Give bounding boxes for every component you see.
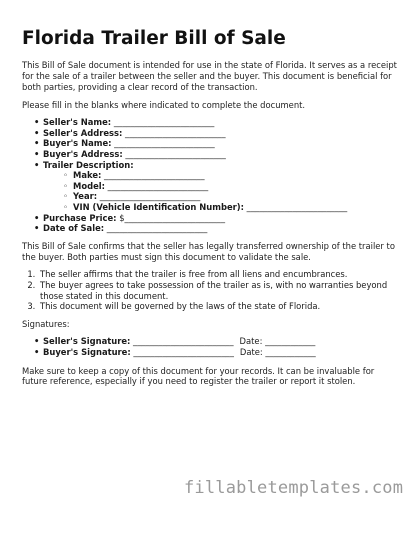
signature-blank[interactable]: ________________________ — [133, 336, 234, 347]
date-label: Date: — [239, 347, 263, 358]
trailer-description-item — [34, 160, 402, 213]
purchase-price-field[interactable] — [34, 213, 402, 224]
date-label: Date: — [239, 336, 263, 347]
make-field[interactable] — [63, 170, 402, 181]
field-label: Year: — [73, 191, 98, 202]
field-blank[interactable]: ________________________ — [125, 127, 226, 138]
seller-address-field[interactable] — [34, 128, 402, 139]
signatures-heading: Signatures: — [22, 318, 70, 329]
field-label: Seller's Address: — [43, 127, 123, 138]
trailer-description-sublist — [63, 170, 402, 212]
terms-list — [38, 269, 402, 311]
field-blank[interactable]: ________________________ — [246, 201, 348, 212]
field-blank[interactable]: ________________________ — [113, 117, 215, 128]
model-field[interactable] — [63, 181, 402, 192]
confirmation-paragraph: This Bill of Sale confirms that the seller has legally transferred ownership of the trailer to the buyer. Both parties must sign this document to validate the sale. — [22, 240, 395, 262]
field-blank[interactable]: ________________________ — [107, 180, 209, 191]
watermark-logo: fillabletemplates.com — [184, 478, 404, 498]
year-field[interactable] — [63, 191, 402, 202]
buyer-name-field[interactable] — [34, 138, 402, 149]
date-blank[interactable]: ____________ — [265, 347, 316, 358]
term-item: 1. The seller affirms that the trailer is free from all liens and encumbrances. — [38, 269, 402, 280]
closing-paragraph: Make sure to keep a copy of this document for your records. It can be invaluable for future reference, especially if you need to register the trailer or report it stolen. — [22, 365, 375, 387]
signature-label: Buyer's Signature: — [43, 347, 131, 358]
field-blank[interactable]: ________________________ — [99, 191, 201, 202]
field-label: Model: — [73, 180, 105, 191]
vin-field[interactable] — [63, 202, 402, 213]
field-label: Trailer Description: — [43, 159, 134, 170]
field-blank[interactable]: ________________________ — [104, 170, 205, 181]
document-page — [22, 28, 402, 387]
field-label: Purchase Price: — [43, 212, 117, 223]
buyer-signature-line[interactable] — [34, 347, 402, 358]
document-title: Florida Trailer Bill of Sale — [22, 28, 286, 49]
seller-signature-line[interactable] — [34, 336, 402, 347]
signatures-list — [34, 336, 402, 357]
field-blank[interactable]: ________________________ — [125, 148, 226, 159]
term-item: 3. This document will be governed by the laws of the state of Florida. — [38, 301, 402, 312]
field-blank[interactable]: $________________________ — [119, 212, 226, 223]
field-label: Seller's Name: — [43, 117, 112, 128]
field-label: Date of Sale: — [43, 223, 105, 234]
field-blank[interactable]: ________________________ — [114, 138, 215, 149]
term-item: 2. The buyer agrees to take possession of the trailer as is, with no warranties beyond those stated in this document. — [38, 280, 402, 301]
seller-name-field[interactable] — [34, 117, 402, 128]
field-label: Make: — [73, 170, 102, 181]
field-blank[interactable]: ________________________ — [106, 223, 208, 234]
instructions-paragraph: Please fill in the blanks where indicated to complete the document. — [22, 100, 306, 111]
signature-blank[interactable]: ________________________ — [133, 347, 234, 358]
field-label: Buyer's Address: — [43, 148, 123, 159]
intro-paragraph: This Bill of Sale document is intended for use in the state of Florida. It serves as a receipt for the sale of a trailer between the seller and the buyer. This document is beneficial for both parties, providing a clear record of the transaction. — [22, 60, 397, 92]
date-of-sale-field[interactable] — [34, 223, 402, 234]
field-label: Buyer's Name: — [43, 138, 112, 149]
signature-label: Seller's Signature: — [43, 336, 131, 347]
field-label: VIN (Vehicle Identification Number): — [73, 201, 244, 212]
date-blank[interactable]: ____________ — [265, 336, 316, 347]
buyer-address-field[interactable] — [34, 149, 402, 160]
fields-list — [34, 117, 402, 234]
